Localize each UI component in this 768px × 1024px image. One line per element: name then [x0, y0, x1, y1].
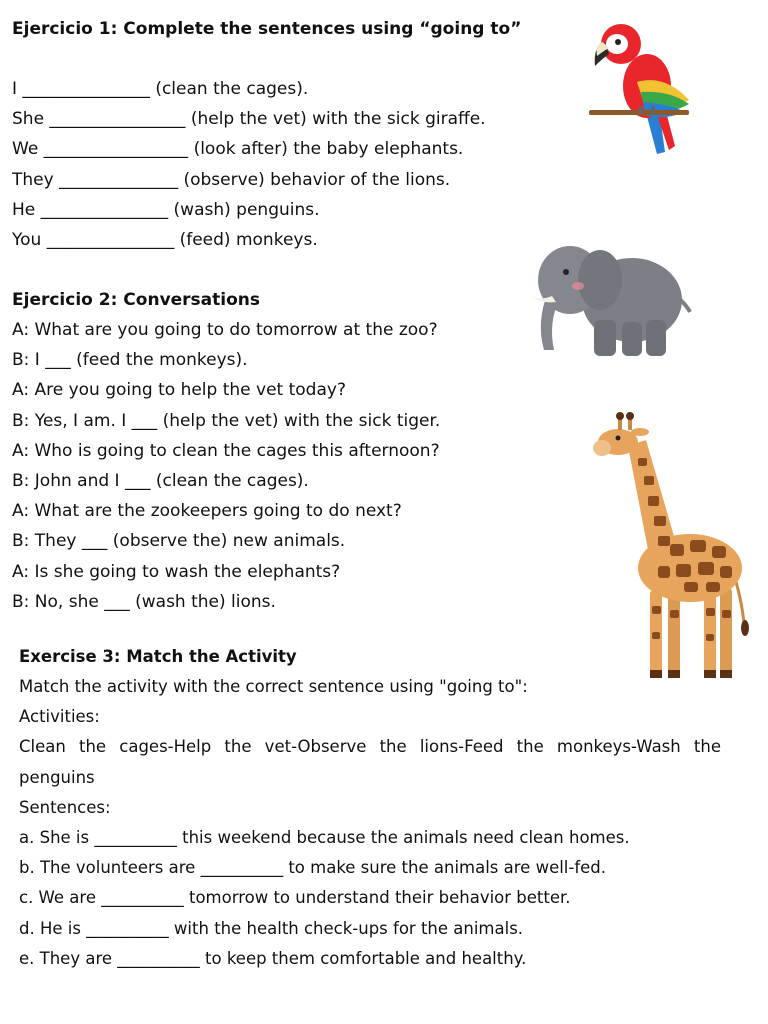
dialogue-line: A: Are you going to help the vet today? [12, 380, 346, 401]
exercise-1-title: Ejercicio 1: Complete the sentences using “going to” [12, 19, 522, 39]
dialogue-line: A: What are the zookeepers going to do next? [12, 501, 402, 522]
exercise-3-instruction: Match the activity with the correct sentence using "going to": [19, 677, 528, 696]
match-sentence: a. She is __________ this weekend because the animals need clean homes. [19, 828, 630, 848]
exercise-2-title: Ejercicio 2: Conversations [12, 290, 261, 310]
exercise-1-sentence: I _______________ (clean the cages). [12, 79, 309, 99]
activities-label: Activities: [19, 707, 100, 727]
dialogue-line: A: Who is going to clean the cages this afternoon? [12, 440, 440, 461]
match-sentence: d. He is __________ with the health check-ups for the animals. [19, 918, 524, 938]
exercise-1-sentences [12, 74, 521, 255]
dialogue-line: B: No, she ___ (wash the) lions. [12, 591, 276, 612]
parrot-illustration [585, 14, 695, 159]
giraffe-illustration [592, 410, 757, 682]
exercise-2-dialogue [12, 315, 440, 617]
activities-list: Clean the cages-Help the vet-Observe the lions-Feed the monkeys-Wash the penguins [19, 737, 721, 787]
match-sentence: e. They are __________ to keep them comfortable and healthy. [19, 948, 527, 968]
exercise-1-sentence: We _________________ (look after) the baby elephants. [12, 139, 464, 160]
dialogue-line: B: They ___ (observe the) new animals. [12, 531, 346, 552]
exercise-1-sentence: You _______________ (feed) monkeys. [12, 229, 318, 250]
exercise-1 [12, 14, 521, 255]
dialogue-line: B: I ___ (feed the monkeys). [12, 350, 248, 371]
dialogue-line: B: John and I ___ (clean the cages). [12, 470, 309, 491]
exercise-1-sentence: She ________________ (help the vet) with the sick giraffe. [12, 109, 486, 130]
dialogue-line: B: Yes, I am. I ___ (help the vet) with the sick tiger. [12, 410, 441, 431]
match-sentence: b. The volunteers are __________ to make sure the animals are well-fed. [19, 858, 607, 878]
exercise-2 [12, 285, 440, 617]
exercise-1-sentence: He _______________ (wash) penguins. [12, 199, 320, 220]
exercise-1-sentence: They ______________ (observe) behavior of the lions. [12, 169, 451, 190]
exercise-3-title: Exercise 3: Match the Activity [19, 647, 297, 666]
dialogue-line: A: Is she going to wash the elephants? [12, 561, 341, 582]
match-sentence: c. We are __________ tomorrow to understand their behavior better. [19, 888, 571, 908]
exercise-3 [19, 642, 721, 974]
elephant-illustration [522, 232, 692, 362]
dialogue-line: A: What are you going to do tomorrow at the zoo? [12, 320, 438, 340]
sentences-label: Sentences: [19, 797, 111, 817]
